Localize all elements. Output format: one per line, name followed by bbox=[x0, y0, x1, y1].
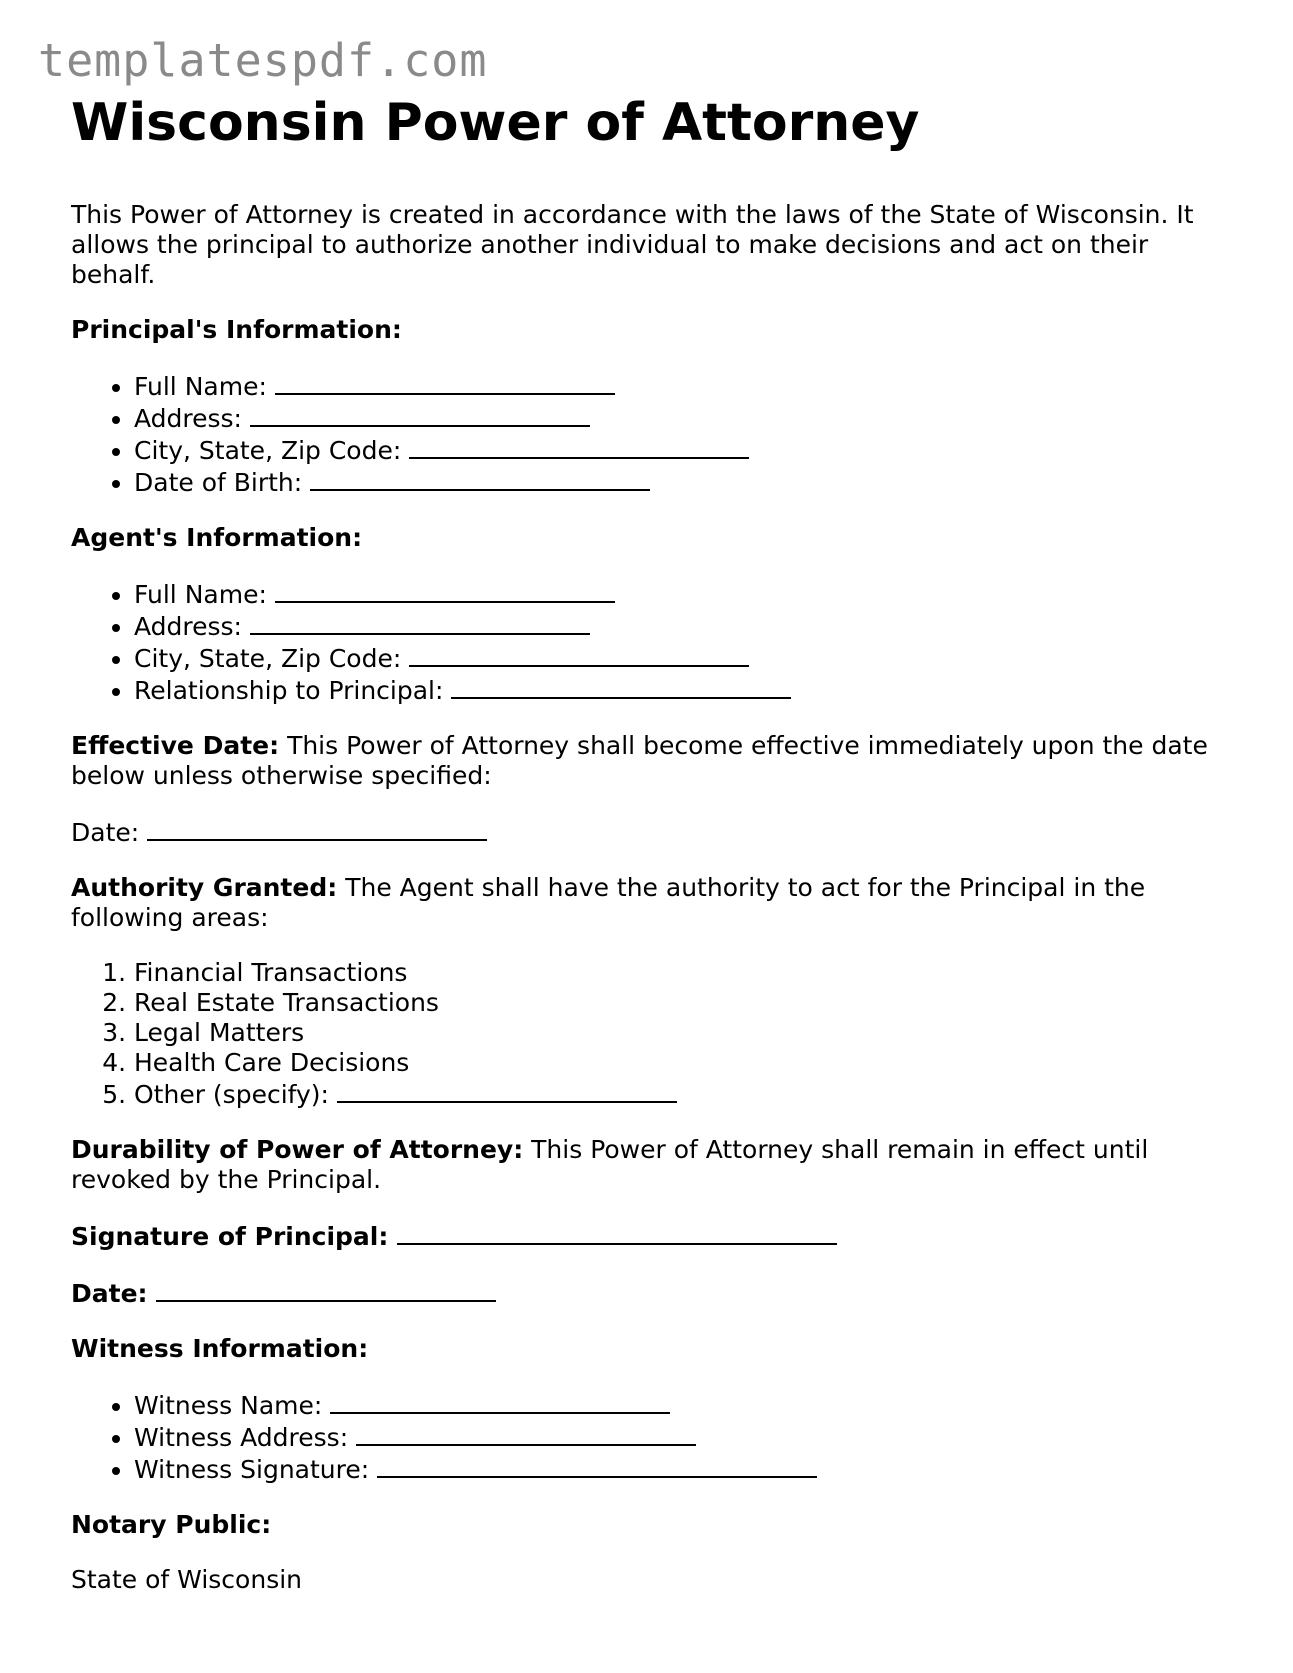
principal-heading: Principal's Information: bbox=[71, 315, 402, 344]
list-item bbox=[134, 402, 1231, 434]
watermark-text: templatespdf.com bbox=[38, 34, 488, 87]
authority-item-financial: Financial Transactions bbox=[134, 958, 408, 987]
principal-full-name-blank[interactable] bbox=[275, 370, 615, 395]
authority-item-health: Health Care Decisions bbox=[134, 1048, 410, 1077]
durability-label: Durability of Power of Attorney: bbox=[71, 1135, 524, 1164]
effective-date-field-label: Date: bbox=[71, 818, 140, 847]
list-item bbox=[134, 578, 1231, 610]
list-item bbox=[134, 674, 1231, 706]
document-body bbox=[71, 88, 1231, 1595]
list-item bbox=[134, 1078, 1231, 1110]
witness-heading: Witness Information: bbox=[71, 1334, 369, 1363]
agent-city-blank[interactable] bbox=[409, 642, 749, 667]
authority-other-blank[interactable] bbox=[337, 1078, 677, 1103]
intro-paragraph: This Power of Attorney is created in accordance with the laws of the State of Wisconsin. It allows the principal to authorize another individual to make decisions and act on their behalf. bbox=[71, 200, 1194, 289]
list-item bbox=[134, 370, 1231, 402]
list-item bbox=[134, 1453, 1231, 1485]
list-item bbox=[134, 1389, 1231, 1421]
effective-date-text: This Power of Attorney shall become effective immediately upon the date below unless otherwise specified: bbox=[71, 731, 1208, 790]
agent-heading: Agent's Information: bbox=[71, 523, 363, 552]
agent-city-label: City, State, Zip Code: bbox=[134, 644, 402, 673]
agent-fields-list bbox=[71, 578, 1231, 706]
list-item bbox=[134, 958, 1231, 988]
agent-full-name-blank[interactable] bbox=[275, 578, 615, 603]
principal-dob-label: Date of Birth: bbox=[134, 468, 303, 497]
list-item bbox=[134, 610, 1231, 642]
notary-heading: Notary Public: bbox=[71, 1510, 272, 1539]
principal-signature-label: Signature of Principal: bbox=[71, 1222, 389, 1251]
signature-date-blank[interactable] bbox=[156, 1277, 496, 1302]
principal-signature-line bbox=[71, 1220, 1231, 1252]
signature-date-label: Date: bbox=[71, 1279, 148, 1308]
witness-name-label: Witness Name: bbox=[134, 1391, 323, 1420]
principal-address-blank[interactable] bbox=[250, 402, 590, 427]
authority-paragraph bbox=[71, 873, 1231, 933]
witness-address-label: Witness Address: bbox=[134, 1423, 349, 1452]
witness-fields-list bbox=[71, 1389, 1231, 1485]
effective-date-blank[interactable] bbox=[147, 816, 487, 841]
agent-relationship-label: Relationship to Principal: bbox=[134, 676, 444, 705]
witness-signature-label: Witness Signature: bbox=[134, 1455, 370, 1484]
principal-address-label: Address: bbox=[134, 404, 242, 433]
document-title: Wisconsin Power of Attorney bbox=[71, 93, 920, 153]
authority-item-real-estate: Real Estate Transactions bbox=[134, 988, 439, 1017]
signature-date-line bbox=[71, 1277, 1231, 1309]
list-item bbox=[134, 1048, 1231, 1078]
authority-list bbox=[71, 958, 1231, 1110]
principal-signature-blank[interactable] bbox=[397, 1220, 837, 1245]
durability-paragraph bbox=[71, 1135, 1231, 1195]
agent-relationship-blank[interactable] bbox=[451, 674, 791, 699]
list-item bbox=[134, 1421, 1231, 1453]
notary-state: State of Wisconsin bbox=[71, 1565, 303, 1594]
effective-date-paragraph bbox=[71, 731, 1231, 791]
list-item bbox=[134, 466, 1231, 498]
effective-date-line bbox=[71, 816, 1231, 848]
principal-city-label: City, State, Zip Code: bbox=[134, 436, 402, 465]
authority-text: The Agent shall have the authority to act for the Principal in the following areas: bbox=[71, 873, 1146, 932]
authority-label: Authority Granted: bbox=[71, 873, 338, 902]
agent-address-label: Address: bbox=[134, 612, 242, 641]
effective-date-label: Effective Date: bbox=[71, 731, 280, 760]
principal-dob-blank[interactable] bbox=[310, 466, 650, 491]
authority-item-legal: Legal Matters bbox=[134, 1018, 305, 1047]
agent-full-name-label: Full Name: bbox=[134, 580, 267, 609]
principal-fields-list bbox=[71, 370, 1231, 498]
list-item bbox=[134, 1018, 1231, 1048]
principal-full-name-label: Full Name: bbox=[134, 372, 267, 401]
witness-address-blank[interactable] bbox=[356, 1421, 696, 1446]
authority-item-other: Other (specify): bbox=[134, 1080, 329, 1109]
list-item bbox=[134, 988, 1231, 1018]
list-item bbox=[134, 434, 1231, 466]
list-item bbox=[134, 642, 1231, 674]
agent-address-blank[interactable] bbox=[250, 610, 590, 635]
witness-name-blank[interactable] bbox=[330, 1389, 670, 1414]
durability-text: This Power of Attorney shall remain in effect until revoked by the Principal. bbox=[71, 1135, 1149, 1194]
witness-signature-blank[interactable] bbox=[377, 1453, 817, 1478]
principal-city-blank[interactable] bbox=[409, 434, 749, 459]
